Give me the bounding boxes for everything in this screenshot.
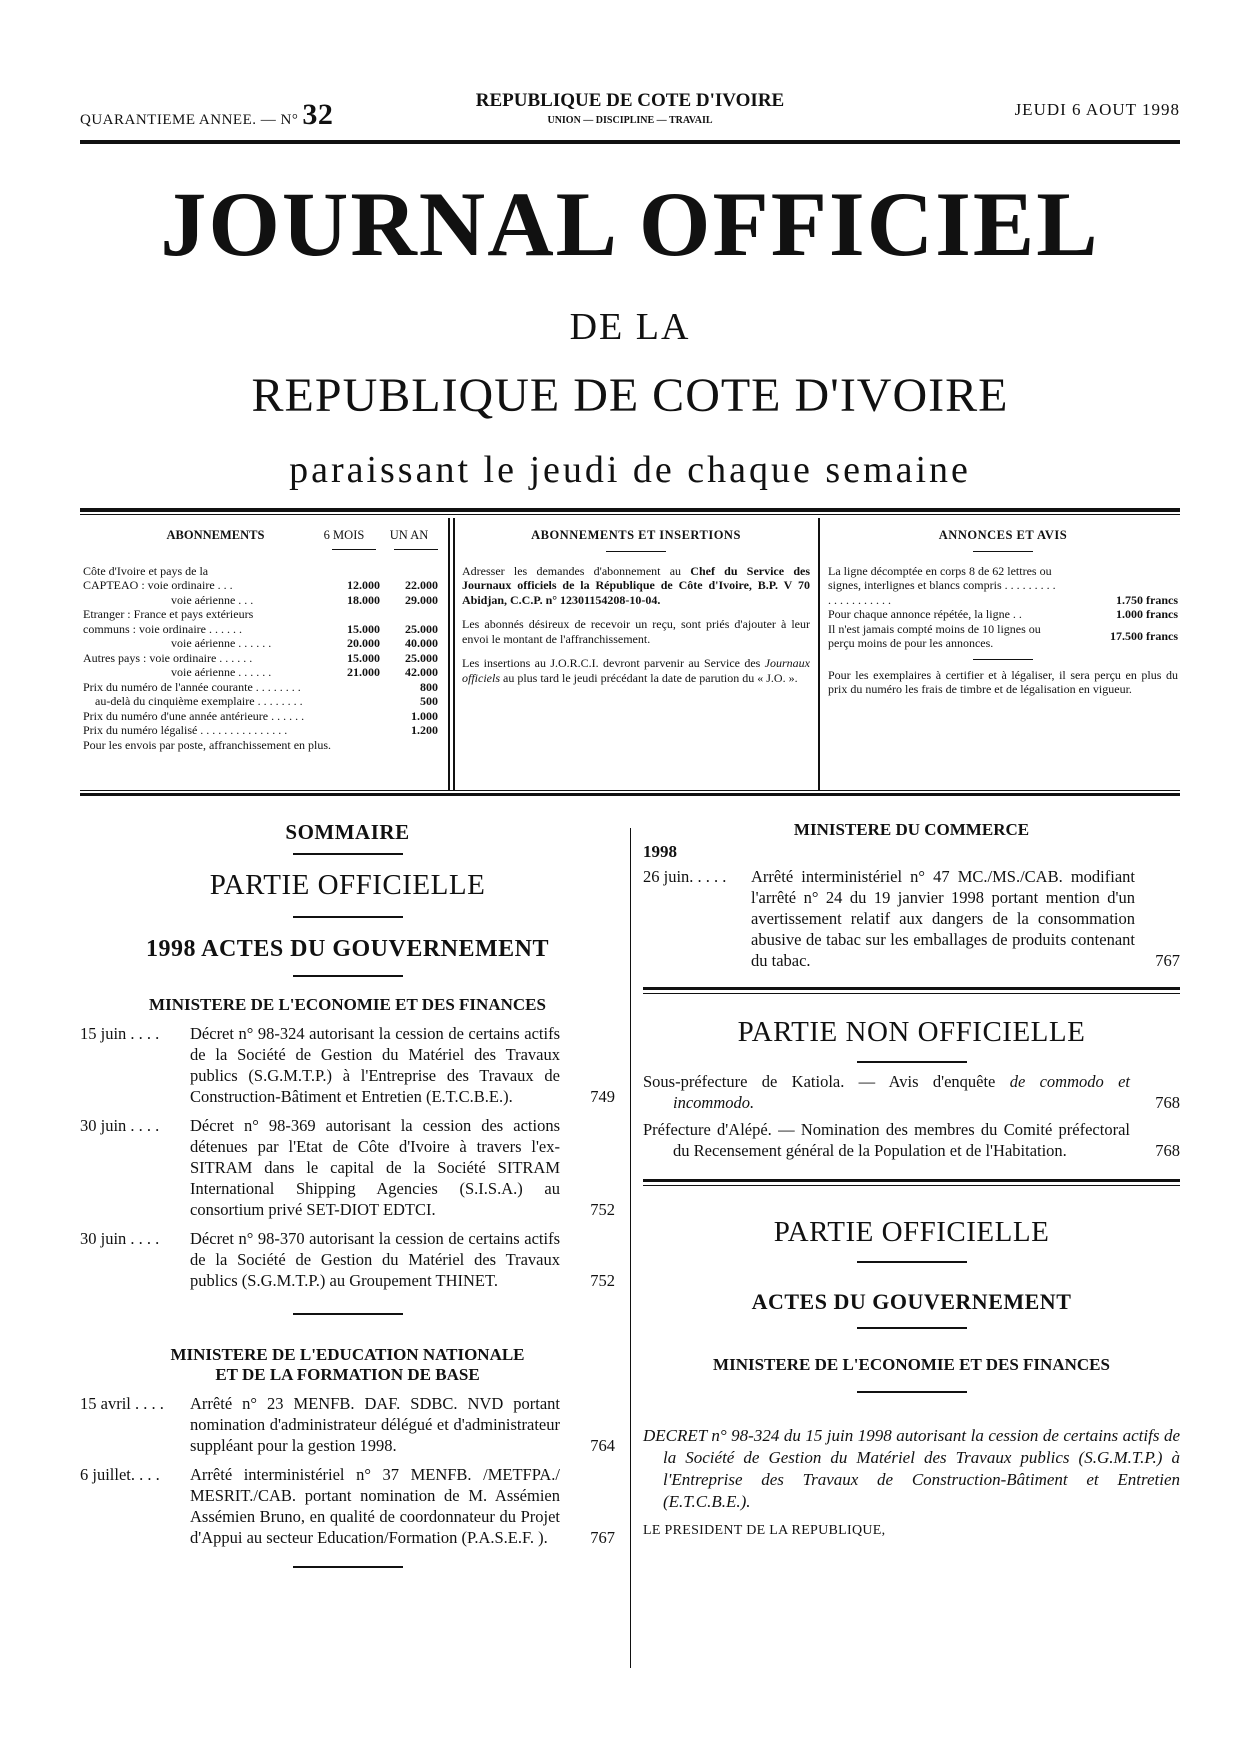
entry-date: 30 juin . . . . — [80, 1229, 160, 1248]
subscription-label: voie aérienne . . . . . . — [171, 665, 272, 679]
subscription-row — [83, 564, 438, 579]
journal-title: JOURNAL OFFICIEL — [160, 173, 1100, 275]
journal-republic: REPUBLIQUE DE COTE D'IVOIRE — [251, 369, 1009, 422]
subscription-1-year: 29.000 — [405, 592, 438, 607]
entry-page: 767 — [590, 1528, 615, 1547]
economie-entries — [80, 1023, 615, 1291]
subscription-6-months: 12.000 — [347, 578, 380, 592]
entry-page: 749 — [590, 1087, 615, 1106]
prices-table — [83, 680, 438, 738]
entry-text: Décret n° 98-324 autorisant la cession de certains actifs de la Société de Gestion du Matériel des Travaux publics (S.G.M.T.P.) à l'Entreprise des Travaux de Construction-Bâtiment et Entretien (E.T.C.B.E.). — [190, 1024, 560, 1106]
header-republic-block — [440, 90, 820, 126]
entry-text-main: Préfecture d'Alépé. — Nomination des membres du Comité préfectoral du Recensement général de la Population et de l'Habitation. — [643, 1120, 1130, 1160]
announce-row-repeat: Pour chaque annonce répétée, la ligne . . 1.000 francs — [828, 607, 1178, 621]
column-separator — [630, 828, 631, 1668]
subscriptions-box — [83, 528, 438, 790]
non-official-entries — [643, 1071, 1180, 1161]
box-rule-bottom — [80, 793, 1180, 796]
entry-page: 767 — [1155, 951, 1180, 970]
entry-text: Décret n° 98-369 autorisant la cession des actions détenues par l'Etat de Côte d'Ivoire à travers l'ex-SITRAM dans le capital de la Société SITRAM International Shipping Agencies (S.I.S.A.) au consortium privé SET-DIOT EDTCI. — [190, 1116, 560, 1219]
subscription-6-months: 15.000 — [347, 621, 380, 636]
entry-text: Arrêté n° 23 MENFB. DAF. SDBC. NVD portant nomination d'administrateur délégué et d'administrateur suppléant pour la gestion 1998. — [190, 1394, 560, 1455]
price-value: 1.000 — [411, 708, 438, 723]
entry-page: 752 — [590, 1200, 615, 1219]
entry-page: 764 — [590, 1436, 615, 1455]
entry-text: Décret n° 98-370 autorisant la cession de certains actifs de la Société de Gestion du Matériel des Travaux publics (S.G.M.T.P.) au Groupement THINET. — [190, 1229, 560, 1290]
partie-non-officielle: PARTIE NON OFFICIELLE — [737, 1016, 1086, 1048]
summary-min-economie: MINISTERE DE L'ECONOMIE ET DES FINANCES — [149, 995, 546, 1014]
subscription-6-months: 21.000 — [347, 665, 380, 679]
commerce-year: 1998 — [643, 842, 677, 861]
subscription-row — [83, 651, 438, 666]
box-divider-2 — [818, 518, 820, 790]
subscription-label: voie aérienne . . . — [171, 592, 254, 607]
header-rule — [80, 140, 1180, 144]
summary-entry — [80, 1228, 615, 1291]
entry-text-main: Sous-préfecture de Katiola. — Avis d'enquête — [643, 1072, 1010, 1091]
entry-text — [643, 1119, 1130, 1161]
journal-frequency: paraissant le jeudi de chaque semaine — [289, 449, 971, 491]
subscription-6-months — [322, 607, 380, 622]
entry-text: Arrêté interministériel n° 37 MENFB. /METFPA./ MESRIT./CAB. portant nomination de M. Assémien Assémien Bruno, en qualité de coordonnateur du Projet d'Appui au secteur Education/Formation (P.A.S.E.F. ). — [190, 1465, 560, 1547]
year-label: QUARANTIEME ANNEE. — N° — [80, 112, 299, 128]
summary-entry — [80, 1464, 615, 1548]
subscription-6-months — [322, 564, 380, 579]
entry-date: 30 juin . . . . — [80, 1116, 160, 1135]
price-label: Prix du numéro d'une année antérieure . . . . . . — [83, 708, 305, 723]
subscription-row — [83, 578, 438, 593]
price-label: Prix du numéro de l'année courante . . . . . . . . — [83, 679, 301, 694]
certification-note: Pour les exemplaires à certifier et à légaliser, il sera perçu en plus du prix du numéro les frais de timbre et de légalisation en vigueur. — [828, 667, 1178, 696]
section-rule-2 — [643, 1179, 1180, 1186]
right-min-economie: MINISTERE DE L'ECONOMIE ET DES FINANCES — [713, 1355, 1110, 1374]
announce-row-line: La ligne décomptée en corps 8 de 62 lettres ou signes, interlignes et blancs compris . . . . . . . . . . . . . . . . . . . . 1.750 francs — [828, 563, 1178, 607]
subscription-6-months: 18.000 — [347, 592, 380, 607]
entry-text — [643, 1071, 1130, 1113]
box-rule-bottom-thin — [80, 790, 1180, 791]
subscription-label: Côte d'Ivoire et pays de la — [83, 563, 209, 578]
price-value: 500 — [420, 694, 438, 708]
subscription-label: Etranger : France et pays extérieurs — [83, 607, 254, 621]
subscriptions-header — [83, 528, 438, 543]
subscription-row — [83, 622, 438, 637]
price-value: 1.200 — [411, 723, 438, 737]
right-column — [643, 820, 1180, 1539]
entry-page: 768 — [1155, 1093, 1180, 1112]
entry-date: 15 avril . . . . — [80, 1394, 164, 1413]
announce-row-minimum: Il n'est jamais compté moins de 10 lignes ou perçu moins de pour les annonces. 17.500 francs — [828, 621, 1178, 650]
education-entries — [80, 1393, 615, 1548]
masthead-rule-thin — [80, 514, 1180, 515]
decret-title: DECRET n° 98-324 du 15 juin 1998 autorisant la cession de certains actifs de la Société de Gestion du Matériel des Travaux publics (S.G.M.T.P.) à l'Entreprise des Travaux de Construction-Bâtiment et Entretien (E.T.C.B.E.). — [643, 1426, 1180, 1511]
summary-actes: 1998 ACTES DU GOUVERNEMENT — [145, 936, 550, 962]
min-commerce: MINISTERE DU COMMERCE — [793, 820, 1030, 839]
journal-de-la: DE LA — [569, 306, 691, 348]
subscription-1-year: 25.000 — [405, 621, 438, 636]
announcements-heading: ANNONCES ET AVIS — [938, 528, 1068, 542]
section-rule-1 — [643, 987, 1180, 994]
subscriptions-heading: ABONNEMENTS — [166, 528, 265, 542]
summary-entry — [80, 1023, 615, 1107]
right-actes: ACTES DU GOUVERNEMENT — [751, 1289, 1072, 1314]
col-6-months: 6 MOIS — [323, 528, 365, 542]
subscription-label: CAPTEAO : voie ordinaire . . . — [83, 578, 233, 592]
box-divider-1 — [448, 518, 450, 790]
col-1-year: UN AN — [389, 528, 429, 542]
price-row — [83, 709, 438, 724]
subscriptions-table — [83, 564, 438, 680]
insertions-deadline: Les insertions au J.O.R.C.I. devront parvenir au Service des Journaux officiels au plus tard le jeudi précédant la date de parution du « J.O. ». — [462, 656, 810, 685]
announcements-box — [828, 528, 1178, 790]
subscription-1-year: 42.000 — [405, 665, 438, 679]
price-value: 800 — [420, 679, 438, 694]
summary-entry — [80, 1393, 615, 1456]
entry-date: 15 juin . . . . — [80, 1024, 160, 1043]
price-row — [83, 723, 438, 738]
summary-partie-officielle: PARTIE OFFICIELLE — [209, 869, 486, 901]
insertions-receipt: Les abonnés désireux de recevoir un reçu, sont priés d'ajouter à leur envoi le montant de l'affranchissement. — [462, 617, 810, 646]
summary-entry — [80, 1115, 615, 1220]
postage-note: Pour les envois par poste, affranchissement en plus. — [83, 737, 332, 752]
subscription-row — [83, 665, 438, 680]
issue-date: JEUDI 6 AOUT 1998 — [1014, 100, 1180, 119]
price-label: Prix du numéro légalisé . . . . . . . . . . . . . . . — [83, 723, 288, 737]
header-motto: UNION — DISCIPLINE — TRAVAIL — [547, 115, 713, 126]
box-divider-1b — [453, 518, 455, 790]
non-official-entry — [643, 1119, 1180, 1161]
entry-date: 26 juin. . . . . — [643, 867, 727, 886]
commerce-entry — [643, 866, 1180, 971]
subscription-row — [83, 607, 438, 622]
subscription-row — [83, 636, 438, 651]
subscription-1-year: 40.000 — [405, 636, 438, 650]
non-official-entry — [643, 1071, 1180, 1113]
summary-column — [80, 820, 615, 1576]
summary-title: SOMMAIRE — [285, 820, 410, 844]
subscription-label: voie aérienne . . . . . . — [171, 636, 272, 650]
entry-page: 752 — [590, 1271, 615, 1290]
entry-text: Arrêté interministériel n° 47 MC./MS./CAB. modifiant l'arrêté n° 24 du 19 janvier 1998 portant mention d'un avertissement relatif aux dangers de la consommation abusive de tabac sur les emballages de produits contenant du tabac. — [751, 867, 1135, 970]
entry-text-italic: de commodo et incommodo. — [673, 1072, 1130, 1112]
masthead-rule-top — [80, 508, 1180, 512]
issue-number: 32 — [302, 98, 334, 131]
price-row — [83, 694, 438, 709]
entry-date: 6 juillet. . . . — [80, 1465, 160, 1484]
summary-min-education: MINISTERE DE L'EDUCATION NATIONALE ET DE LA FORMATION DE BASE — [170, 1345, 525, 1384]
subscription-1-year: 25.000 — [405, 650, 438, 665]
right-partie-officielle: PARTIE OFFICIELLE — [773, 1216, 1050, 1248]
president-line: LE PRESIDENT DE LA REPUBLIQUE, — [643, 1523, 886, 1538]
subscription-1-year — [380, 607, 438, 622]
price-row — [83, 680, 438, 695]
entry-page: 768 — [1155, 1141, 1180, 1160]
price-label: au-delà du cinquième exemplaire . . . . . . . . — [95, 694, 303, 708]
header-republic: REPUBLIQUE DE COTE D'IVOIRE — [475, 90, 785, 111]
subscription-label: communs : voie ordinaire . . . . . . — [83, 621, 242, 636]
subscription-1-year: 22.000 — [405, 578, 438, 592]
insertions-box — [462, 528, 810, 790]
insertions-heading: ABONNEMENTS ET INSERTIONS — [531, 528, 741, 542]
insertions-address: Adresser les demandes d'abonnement au Chef du Service des Journaux officiels de la République de Côte d'Ivoire, B.P. V 70 Abidjan, C.C.P. n° 12301154208-10-04. — [462, 563, 810, 607]
subscription-label: Autres pays : voie ordinaire . . . . . . — [83, 650, 253, 665]
year-issue-label — [80, 98, 333, 132]
subscription-6-months: 15.000 — [347, 650, 380, 665]
subscription-row — [83, 593, 438, 608]
subscriptions-col-rules — [83, 549, 438, 550]
subscription-6-months: 20.000 — [347, 636, 380, 650]
subscription-1-year — [380, 564, 438, 579]
